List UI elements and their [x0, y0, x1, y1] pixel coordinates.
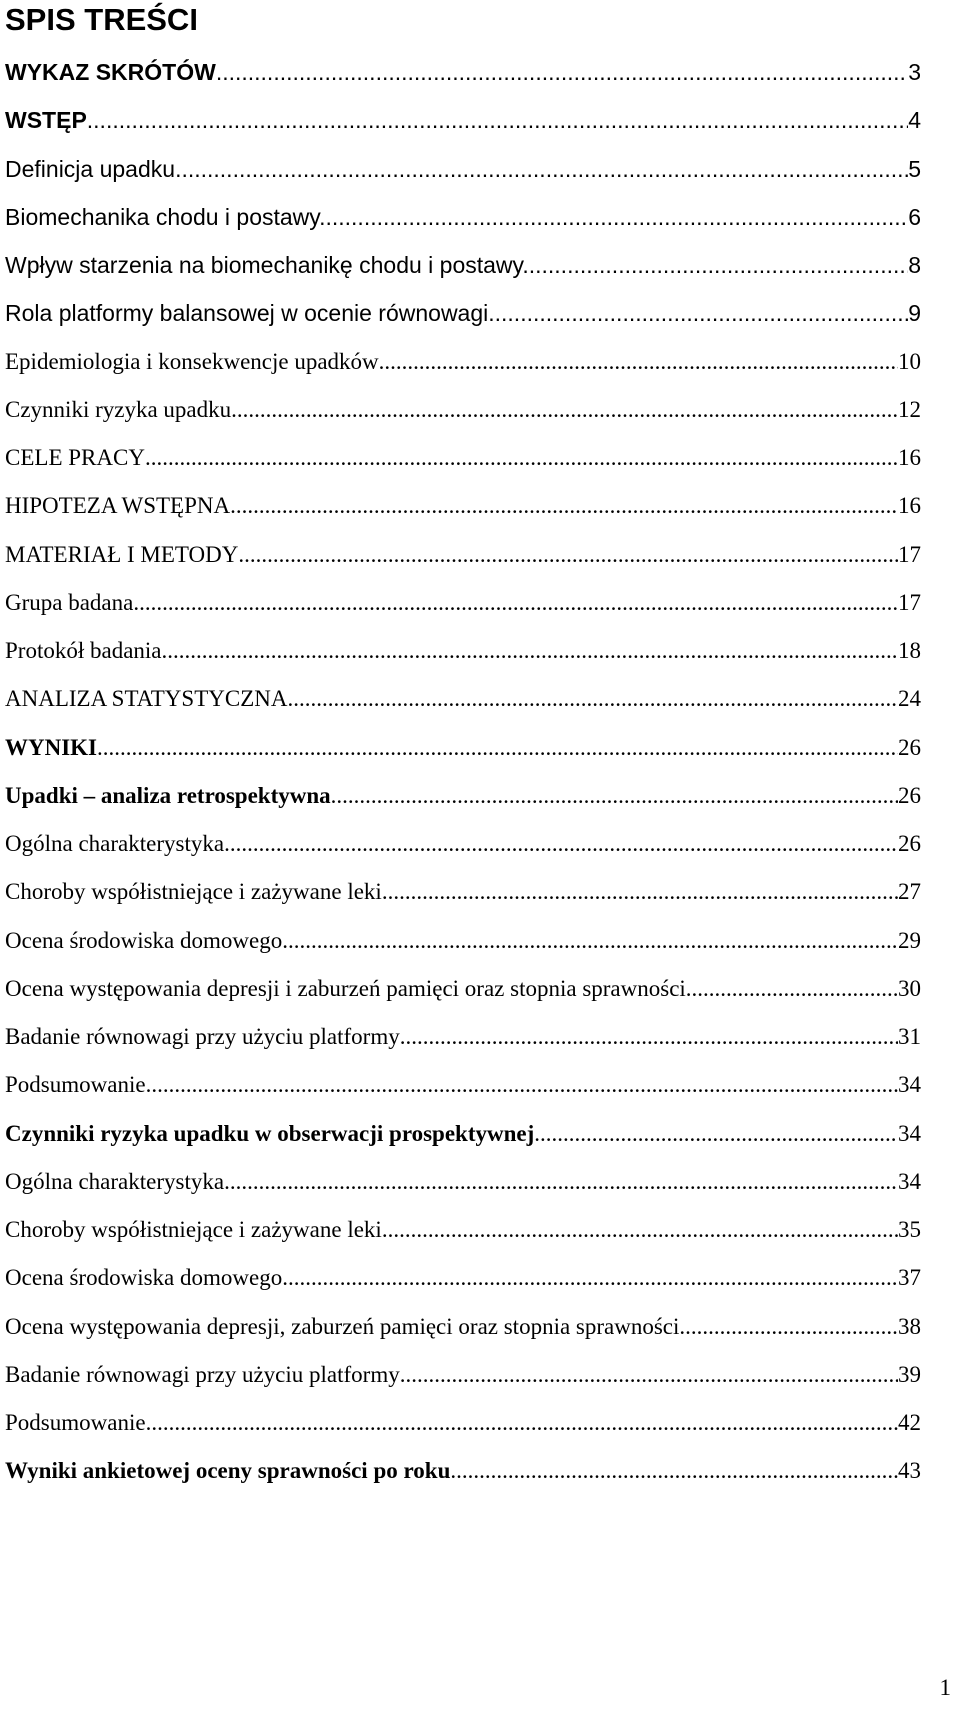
toc-entry[interactable]	[5, 1351, 921, 1399]
toc-dot-leader	[287, 675, 898, 723]
toc-dot-leader	[87, 96, 908, 144]
toc-entry-page: 34	[898, 1168, 921, 1194]
toc-entry[interactable]	[5, 145, 921, 193]
toc-dot-leader	[679, 1303, 898, 1351]
toc-dot-leader	[146, 1061, 898, 1109]
toc-entry[interactable]	[5, 289, 921, 337]
toc-entry[interactable]	[5, 1206, 921, 1254]
toc-entry-label: Czynniki ryzyka upadku	[5, 396, 232, 422]
toc-entry-label: Badanie równowagi przy użyciu platformy	[5, 1024, 400, 1049]
toc-entry-label: Protokół badania	[5, 638, 162, 663]
toc-entry-label: Epidemiologia i konsekwencje upadków	[5, 348, 379, 374]
toc-entry-label: Choroby współistniejące i zażywane leki	[5, 1217, 382, 1242]
toc-entry-page: 10	[898, 348, 921, 374]
toc-dot-leader	[175, 145, 908, 193]
toc-entry[interactable]	[5, 1254, 921, 1302]
toc-dot-leader	[231, 386, 898, 434]
toc-entry[interactable]	[5, 965, 921, 1013]
toc-entry-page: 35	[898, 1217, 921, 1242]
toc-dot-leader	[282, 917, 898, 965]
toc-dot-leader	[495, 289, 909, 337]
toc-entry-page: 39	[898, 1361, 921, 1387]
toc-entry[interactable]	[5, 48, 921, 96]
toc-entry-label: Grupa badana	[5, 589, 134, 615]
toc-entry-page: 27	[898, 879, 921, 905]
toc-entry-page: 26	[898, 831, 921, 856]
toc-entry[interactable]	[5, 917, 921, 965]
toc-entry[interactable]	[5, 531, 921, 579]
toc-dot-leader	[686, 965, 898, 1013]
toc-entry[interactable]	[5, 868, 921, 916]
toc-entry-page: 8	[908, 252, 921, 278]
toc-entry-page: 18	[898, 638, 921, 663]
toc-entry-page: 3	[908, 59, 921, 85]
toc-entry-label: Wpływ starzenia na biomechanikę chodu i postawy.	[5, 252, 529, 278]
toc-entry[interactable]	[5, 1110, 921, 1158]
toc-entry-label: Podsumowanie	[5, 1410, 146, 1435]
toc-dot-leader	[534, 1110, 898, 1158]
toc-entry-label: Ocena środowiska domowego	[5, 927, 283, 953]
toc-dot-leader	[282, 1254, 898, 1302]
toc-entry-label: MATERIAŁ I METODY	[5, 541, 239, 567]
toc-dot-leader	[145, 434, 898, 482]
toc-entry-page: 34	[898, 1120, 921, 1146]
toc-entry-label: Ocena występowania depresji i zaburzeń pamięci oraz stopnia sprawności	[5, 975, 686, 1001]
toc-entry[interactable]	[5, 772, 921, 820]
toc-entry-label: WSTĘP	[5, 107, 87, 134]
toc-entry[interactable]	[5, 1013, 921, 1061]
toc-entry-page: 24	[898, 686, 921, 712]
toc-entry-label: WYKAZ SKRÓTÓW	[5, 59, 216, 85]
toc-entry-page: 37	[898, 1265, 921, 1291]
toc-entry-label: HIPOTEZA WSTĘPNA	[5, 493, 231, 519]
toc-entry-label: Podsumowanie	[5, 1072, 146, 1098]
toc-entry[interactable]	[5, 724, 921, 772]
toc-dot-leader	[238, 531, 898, 579]
toc-entry-page: 17	[898, 541, 921, 567]
toc-entry-label: Ogólna charakterystyka	[5, 831, 225, 856]
toc-entry-page: 43	[898, 1458, 921, 1484]
toc-entry-page: 42	[898, 1410, 921, 1435]
toc-entry-page: 26	[898, 782, 921, 808]
toc-dot-leader	[230, 482, 898, 530]
toc-dot-leader	[450, 1447, 898, 1495]
toc-entry-page: 26	[898, 734, 921, 760]
toc-dot-leader	[400, 1351, 898, 1399]
toc-title: SPIS TREŚCI	[5, 2, 198, 37]
toc-entry-page: 16	[898, 493, 921, 519]
toc-entry[interactable]	[5, 1061, 921, 1109]
toc-entry-page: 6	[908, 203, 921, 230]
toc-entry-label: Biomechanika chodu i postawy.	[5, 203, 326, 230]
toc-entry-label: CELE PRACY	[5, 445, 145, 470]
toc-entry[interactable]	[5, 1158, 921, 1206]
toc-entry-page: 9	[908, 300, 921, 327]
toc-entry[interactable]	[5, 193, 921, 241]
toc-entry[interactable]	[5, 241, 921, 289]
toc-dot-leader	[216, 48, 908, 96]
toc-entry-page: 31	[898, 1024, 921, 1049]
toc-dot-leader	[146, 1399, 898, 1447]
toc-dot-leader	[331, 772, 898, 820]
toc-dot-leader	[400, 1013, 898, 1061]
toc-entry[interactable]	[5, 579, 921, 627]
toc-dot-leader	[325, 193, 908, 241]
toc-entry-page: 5	[908, 155, 921, 182]
toc-dot-leader	[162, 627, 899, 675]
toc-dot-leader	[224, 820, 898, 868]
toc-dot-leader	[133, 579, 898, 627]
toc-dot-leader	[379, 338, 898, 386]
toc-entry-label: ANALIZA STATYSTYCZNA	[5, 686, 288, 712]
toc-entry-page: 4	[908, 107, 921, 134]
toc-entry-label: Rola platformy balansowej w ocenie równowagi.	[5, 300, 495, 327]
toc-entry[interactable]	[5, 1303, 921, 1351]
toc-dot-leader	[382, 1206, 898, 1254]
toc-entry-label: Ocena środowiska domowego	[5, 1265, 283, 1291]
toc-entry-label: Choroby współistniejące i zażywane leki	[5, 879, 382, 905]
toc-dot-leader	[529, 241, 908, 289]
toc-entry[interactable]	[5, 1399, 921, 1447]
page-number: 1	[939, 1675, 951, 1700]
toc-entry[interactable]	[5, 338, 921, 386]
toc-entry[interactable]	[5, 1447, 921, 1495]
toc-entry[interactable]	[5, 434, 921, 482]
toc-entry[interactable]	[5, 675, 921, 723]
toc-entry[interactable]	[5, 627, 921, 675]
toc-entry-label: Wyniki ankietowej oceny sprawności po roku	[5, 1458, 451, 1484]
toc-entry-label: Czynniki ryzyka upadku w obserwacji prospektywnej	[5, 1120, 535, 1146]
toc-dot-leader	[97, 724, 898, 772]
toc-entry-page: 12	[898, 396, 921, 422]
toc-dot-leader	[382, 868, 898, 916]
toc-entry-label: Ogólna charakterystyka	[5, 1168, 225, 1194]
toc-entry-page: 29	[898, 927, 921, 953]
toc-entry[interactable]	[5, 96, 921, 144]
toc-entry-label: Badanie równowagi przy użyciu platformy	[5, 1361, 400, 1387]
toc-entry[interactable]	[5, 482, 921, 530]
toc-entry-label: WYNIKI	[5, 734, 98, 760]
toc-entry-page: 16	[898, 445, 921, 470]
toc-entry-label: Upadki – analiza retrospektywna	[5, 782, 331, 808]
toc-entry[interactable]	[5, 820, 921, 868]
toc-entry-page: 30	[898, 975, 921, 1001]
toc-list	[5, 48, 921, 1496]
toc-entry-page: 38	[898, 1313, 921, 1339]
toc-entry-page: 34	[898, 1072, 921, 1098]
toc-entry-page: 17	[898, 589, 921, 615]
toc-entry[interactable]	[5, 386, 921, 434]
toc-dot-leader	[224, 1158, 898, 1206]
toc-entry-label: Ocena występowania depresji, zaburzeń pamięci oraz stopnia sprawności	[5, 1313, 680, 1339]
toc-entry-label: Definicja upadku	[5, 155, 176, 182]
